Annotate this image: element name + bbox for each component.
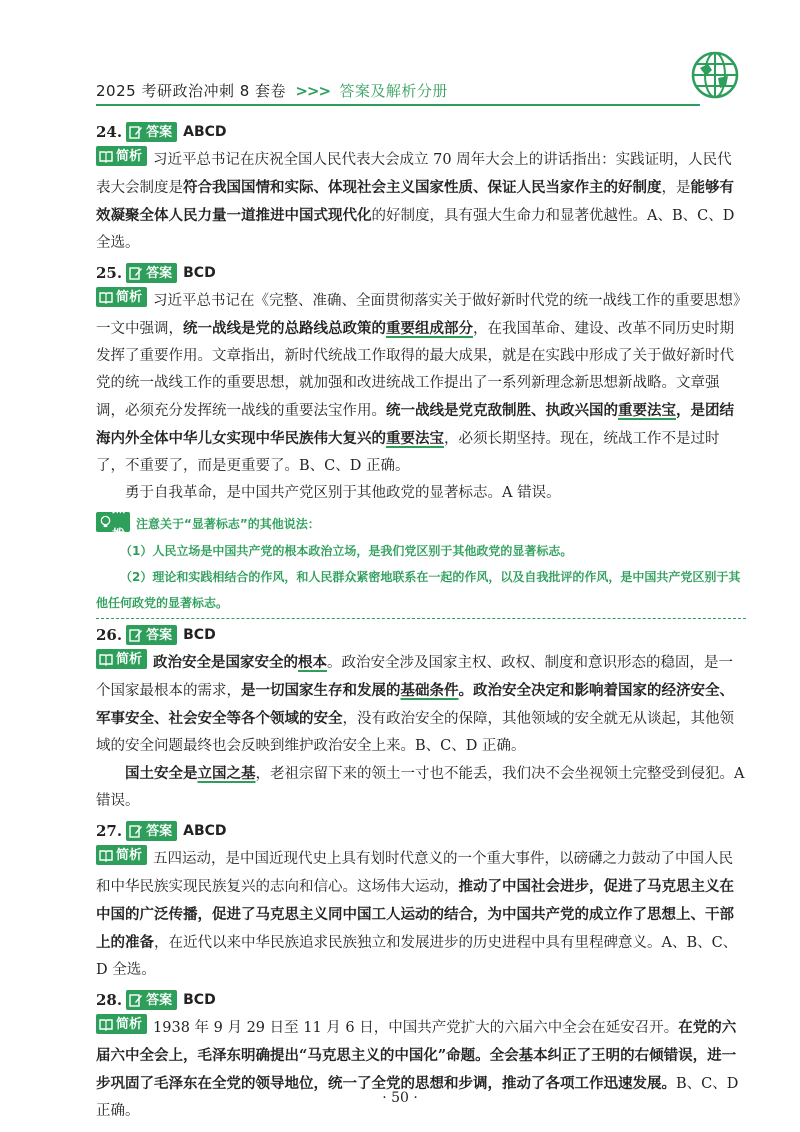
pen-icon: [129, 266, 143, 280]
page-header: [96, 76, 740, 108]
analysis-text: 在党的六届六中全会上，毛泽东明确提出“马克思主义的中国化”命题。全会基本纠正了王明的右倾错误，进一步巩固了毛泽东在全党的领导地位，统一了全党的思想和步调，推动了各项工作迅速发展。: [96, 1019, 737, 1092]
header-rule: [96, 104, 700, 106]
question-block: [96, 259, 746, 619]
answer-line: [96, 986, 746, 1014]
question-number: 28.: [96, 990, 123, 1009]
answer-tag-label: 答案: [146, 265, 173, 281]
answer-content: [96, 116, 746, 1125]
analysis-tag-label: 简析: [116, 847, 143, 863]
analysis-text: B、C、D 正确。: [96, 1076, 739, 1119]
key-phrase: 重要法宝: [386, 430, 444, 447]
analysis-tag: [96, 649, 147, 669]
question-block: [96, 118, 746, 257]
analysis-text: ，没有政治安全的保障，其他领域的安全就无从谈起，其他领域的安全问题最终也会反映到维护政治安全上来。B、C、D 正确。: [96, 711, 734, 754]
analysis-tag-label: 简析: [116, 148, 143, 164]
extra-note: 勇于自我革命，是中国共产党区别于其他政党的显著标志。A 错误。: [125, 485, 561, 501]
answer-tag: [126, 990, 177, 1010]
analysis-text: 的好制度，具有强大生命力和显著优越性。A、B、C、D 全选。: [96, 208, 735, 251]
page-number: · 50 ·: [382, 1090, 418, 1106]
analysis-tag: [96, 1014, 147, 1034]
answer-tag: [126, 122, 177, 142]
tip-box: [96, 500, 746, 619]
analysis-paragraph: [96, 649, 746, 760]
tip-heading: [96, 500, 746, 543]
header-title: [96, 80, 448, 101]
question-number: 27.: [96, 821, 123, 840]
analysis-text: 是一切国家生存和发展的: [241, 682, 401, 699]
answer-value: BCD: [183, 626, 216, 643]
tip-title: 注意关于“显著标志”的其他说法：: [136, 517, 320, 531]
answer-value: ABCD: [183, 822, 227, 839]
pen-icon: [129, 824, 143, 838]
analysis-tag: [96, 146, 147, 166]
key-phrase: 基础条件: [400, 682, 459, 699]
analysis-text: 习近平总书记在庆祝全国人民代表大会成立 70 周年大会上的讲话指出：实践证明，人民代表大会制度是: [96, 152, 732, 196]
analysis-text: ，在我国革命、建设、改革不同历史时期发挥了重要作用。文章指出，新时代统战工作取得的最大成果，就是在实践中形成了关于做好新时代党的统一战线工作的重要思想，就加强和改进统战工作提出了一系列新理念新思想新战略。文章强调，必须充分发挥统一战线的重要法宝作用。: [96, 321, 734, 419]
header-separator: >>>: [295, 82, 331, 100]
analysis-text: 习近平总书记在《完整、准确、全面贯彻落实关于做好新时代党的统一战线工作的重要思想》一文中强调，: [96, 293, 741, 337]
question-block: [96, 817, 746, 984]
analysis-paragraph: [96, 845, 746, 984]
answer-tag-label: 答案: [146, 992, 173, 1008]
answer-line: [96, 118, 746, 146]
question-block: [96, 621, 746, 815]
book-icon: [99, 652, 113, 666]
analysis-text: ，是团结海内外全体中华儿女实现中华民族伟大复兴的: [96, 402, 734, 447]
book-icon: [99, 149, 113, 163]
pen-icon: [129, 125, 143, 139]
analysis-text: 统一战线是党克敌制胜、执政兴国的: [386, 402, 618, 419]
analysis-text: 推动了中国社会进步，促进了马克思主义在中国的广泛传播，促进了马克思主义同中国工人运动的结合，为中国共产党的成立作了思想上、干部上的准备: [96, 878, 734, 951]
question-number: 25.: [96, 263, 123, 282]
analysis-text: ，老祖宗留下来的领土一寸也不能丢，我们决不会坐视领土完整受到侵犯。A 错误。: [96, 766, 745, 809]
analysis-tag: [96, 845, 147, 865]
key-phrase: 立国之基: [197, 765, 256, 782]
analysis-text: 国土安全是: [125, 765, 198, 782]
key-phrase: 重要法宝: [618, 402, 676, 419]
tip-tag: [96, 500, 130, 543]
analysis-tag: [96, 287, 147, 307]
tip-item: （1）人民立场是中国共产党的根本政治立场，是我们党区别于其他政党的显著标志。: [120, 544, 573, 558]
book-title: 2025 考研政治冲刺 8 套卷: [96, 82, 287, 100]
key-phrase: 根本: [298, 654, 328, 671]
key-phrase: 重要组成部分: [386, 320, 473, 337]
answer-tag: [126, 263, 177, 283]
analysis-text: ，在近代以来中华民族追求民族独立和发展进步的历史进程中具有里程碑意义。A、B、C、D 全选。: [96, 935, 738, 978]
analysis-tag-label: 简析: [116, 651, 143, 667]
question-number: 24.: [96, 122, 123, 141]
globe-logo-icon: [690, 50, 740, 100]
analysis-paragraph: [96, 1014, 746, 1125]
answer-tag-label: 答案: [146, 124, 173, 140]
extra-note: [96, 760, 746, 815]
analysis-text: ，是: [661, 180, 691, 196]
analysis-text: 。: [458, 682, 473, 699]
answer-tag: [126, 821, 177, 841]
analysis-paragraph: [96, 287, 746, 480]
book-icon: [99, 1017, 113, 1031]
analysis-text: 政治安全决定和影响着国家的经济安全、军事安全、社会安全等各个领域的安全: [96, 682, 734, 727]
answer-value: BCD: [183, 264, 216, 281]
answer-value: BCD: [183, 991, 216, 1008]
tip-tag-label: 点拨: [112, 500, 126, 543]
analysis-text: 五四运动，是中国近现代史上具有划时代意义的一个重大事件，以磅礴之力鼓动了中国人民和中华民族实现民族复兴的志向和信心。这场伟大运动，: [96, 851, 734, 895]
book-icon: [99, 290, 113, 304]
answer-tag-label: 答案: [146, 823, 173, 839]
tip-item: （2）理论和实践相结合的作风，和人民群众紧密地联系在一起的作风，以及自我批评的作风，是中国共产党区别于其他任何政党的显著标志。: [96, 570, 741, 610]
analysis-text: ，必须长期坚持。现在，统战工作不是过时了，不重要了，而是更重要了。B、C、D 正确。: [96, 431, 720, 474]
analysis-text: 符合我国国情和实际、体现社会主义国家性质、保证人民当家作主的好制度: [183, 179, 662, 196]
question-number: 26.: [96, 625, 123, 644]
analysis-tag-label: 简析: [116, 1016, 143, 1032]
answer-line: [96, 621, 746, 649]
answer-value: ABCD: [183, 123, 227, 140]
analysis-text: 政治安全是国家安全的: [153, 654, 299, 671]
lightbulb-icon: [99, 515, 112, 528]
analysis-tag-label: 简析: [116, 289, 143, 305]
analysis-text: 统一战线是党的总路线总政策的: [183, 320, 386, 337]
pen-icon: [129, 628, 143, 642]
analysis-text: 能够有效凝聚全体人民力量一道推进中国式现代化: [96, 179, 734, 224]
answer-tag: [126, 625, 177, 645]
header-subtitle: 答案及解析分册: [339, 82, 448, 100]
answer-line: [96, 817, 746, 845]
analysis-text: 。政治安全涉及国家主权、政权、制度和意识形态的稳固，是一个国家最根本的需求，: [96, 655, 734, 699]
book-icon: [99, 848, 113, 862]
analysis-paragraph: [96, 146, 746, 257]
answer-tag-label: 答案: [146, 627, 173, 643]
answer-line: [96, 259, 746, 287]
analysis-text: 1938 年 9 月 29 日至 11 月 6 日，中国共产党扩大的六届六中全会在延安召开。: [153, 1020, 679, 1036]
pen-icon: [129, 993, 143, 1007]
